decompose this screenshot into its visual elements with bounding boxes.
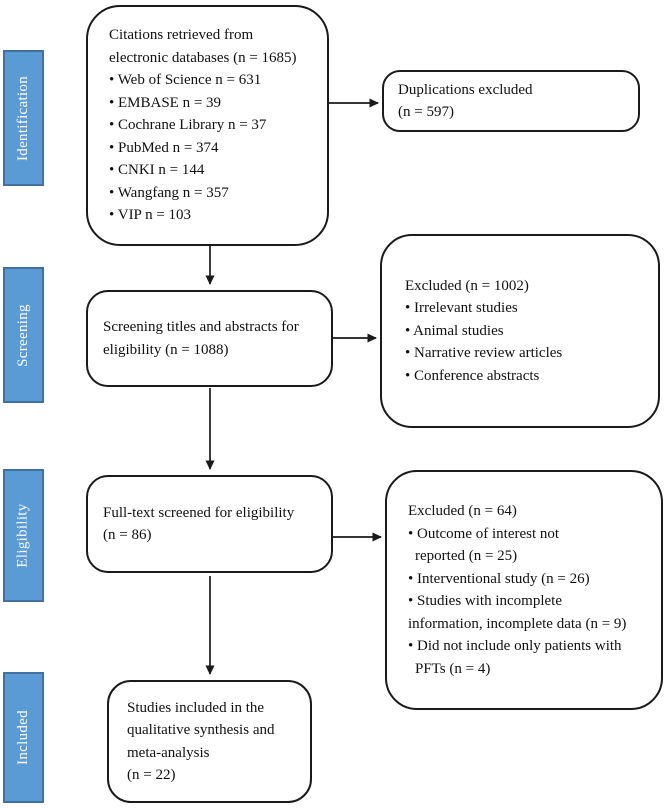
stage-bar-included bbox=[3, 672, 44, 803]
stage-label-included: Included bbox=[15, 710, 32, 765]
stage-bar-eligibility bbox=[3, 469, 44, 602]
studies-included-box bbox=[107, 680, 312, 803]
excluded-screening-line: • Animal studies bbox=[405, 322, 504, 339]
citations-retrieved-box bbox=[86, 5, 329, 246]
excluded-fulltext-line: • Interventional study (n = 26) bbox=[408, 570, 590, 587]
included-line: meta-analysis bbox=[127, 744, 210, 761]
excluded-fulltext-line: • Studies with incomplete bbox=[408, 593, 562, 609]
excluded-fulltext-line: PFTs (n = 4) bbox=[415, 660, 491, 677]
citations-line: • PubMed n = 374 bbox=[109, 139, 219, 156]
screening-line: eligibility (n = 1088) bbox=[103, 341, 229, 358]
fulltext-screened-box bbox=[86, 475, 333, 573]
citations-line: • Web of Science n = 631 bbox=[109, 72, 262, 89]
stage-label-eligibility: Eligibility bbox=[15, 503, 32, 568]
excluded-fulltext-line: reported (n = 25) bbox=[415, 548, 518, 564]
citations-line: • VIP n = 103 bbox=[109, 207, 192, 224]
duplications-line: Duplications excluded bbox=[398, 81, 533, 98]
screening-line: Screening titles and abstracts for bbox=[103, 319, 299, 335]
excluded-screening-line: • Conference abstracts bbox=[405, 367, 540, 384]
included-line: Studies included in the bbox=[127, 699, 265, 716]
fulltext-line: (n = 86) bbox=[103, 527, 152, 543]
citations-line: • CNKI n = 144 bbox=[109, 162, 205, 179]
excluded-screening-line: • Irrelevant studies bbox=[405, 300, 518, 317]
excluded-fulltext-line: • Did not include only patients with bbox=[408, 638, 622, 654]
excluded-fulltext-line: Excluded (n = 64) bbox=[408, 503, 517, 519]
stage-bar-identification bbox=[3, 50, 44, 186]
duplications-excluded-box bbox=[382, 70, 640, 132]
stage-label-screening: Screening bbox=[15, 303, 31, 367]
excluded-fulltext-line: information, incomplete data (n = 9) bbox=[408, 615, 627, 632]
included-line: qualitative synthesis and bbox=[127, 722, 275, 738]
screening-titles-box bbox=[86, 290, 333, 387]
citations-line: electronic databases (n = 1685) bbox=[109, 49, 297, 66]
fulltext-line: Full-text screened for eligibility bbox=[103, 504, 295, 521]
duplications-line: (n = 597) bbox=[398, 104, 454, 120]
included-line: (n = 22) bbox=[127, 767, 176, 783]
citations-line: • Cochrane Library n = 37 bbox=[109, 117, 267, 134]
stage-bar-screening bbox=[3, 267, 44, 403]
excluded-screening-line: Excluded (n = 1002) bbox=[405, 277, 529, 294]
excluded-fulltext-line: • Outcome of interest not bbox=[408, 525, 560, 542]
citations-line: • Wangfang n = 357 bbox=[109, 184, 229, 201]
citations-line: Citations retrieved from bbox=[109, 27, 254, 44]
citations-line: • EMBASE n = 39 bbox=[109, 94, 222, 111]
excluded-fulltext-box bbox=[385, 470, 663, 710]
excluded-screening-box bbox=[380, 234, 660, 428]
excluded-screening-line: • Narrative review articles bbox=[405, 345, 563, 362]
stage-label-identification: Identification bbox=[15, 75, 32, 161]
